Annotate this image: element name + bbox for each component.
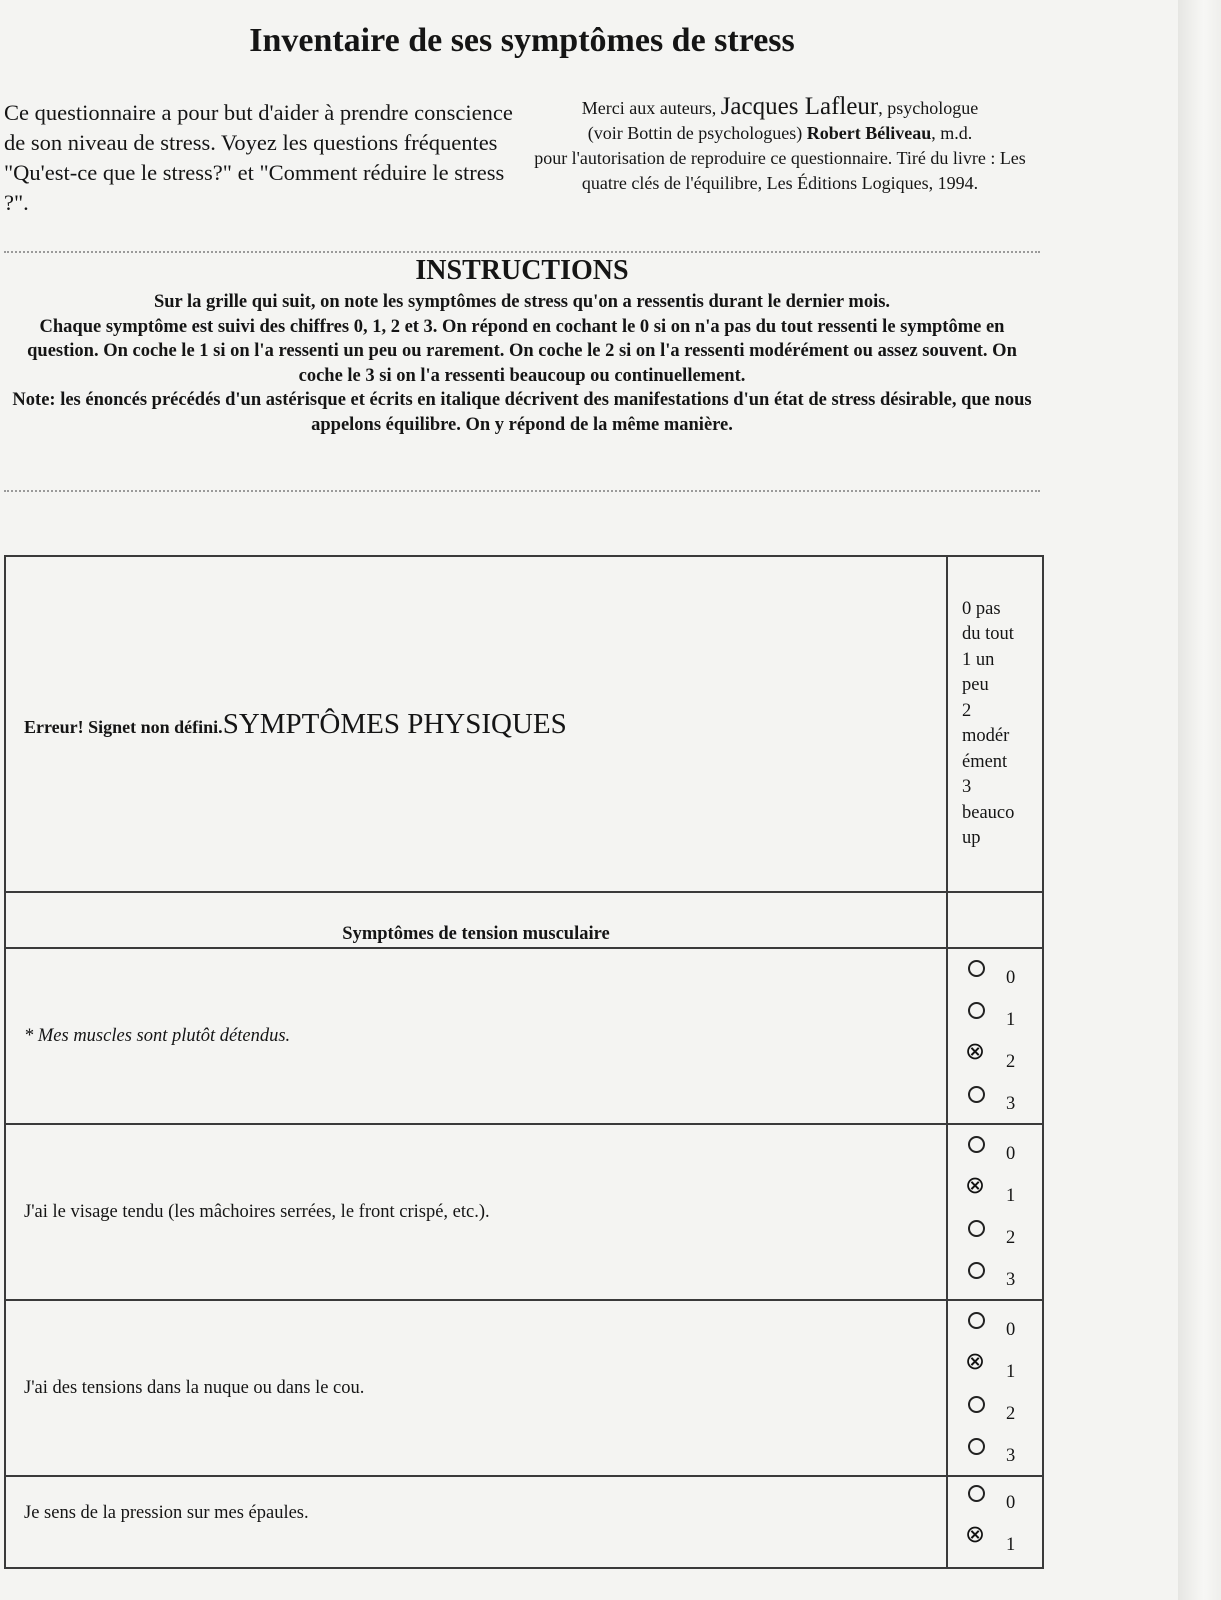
subsection-row [5, 892, 1043, 948]
checked-circle-icon[interactable]: ⊗ [965, 1037, 986, 1065]
option-2[interactable] [954, 1388, 1042, 1430]
section-title: SYMPTÔMES PHYSIQUES [222, 707, 567, 740]
option-label: 3 [1006, 1446, 1016, 1466]
checked-circle-icon[interactable]: ⊗ [965, 1171, 986, 1199]
credit-prefix: Merci aux auteurs, [581, 98, 721, 118]
instruction-line: Note: les énoncés précédés d'un astérisque et écrits en italique décrivent des manifestations d'un état de stress désirable, que nous appelons équilibre. On y répond de la même manière. [12, 390, 1032, 435]
empty-circle-icon[interactable] [968, 960, 985, 977]
empty-circle-icon[interactable] [968, 1312, 985, 1329]
empty-circle-icon[interactable] [968, 1002, 985, 1019]
option-1[interactable] [954, 1519, 1042, 1561]
subsection-title: Symptômes de tension musculaire [5, 892, 947, 948]
table-row [5, 1476, 1043, 1568]
intro-text: Ce questionnaire a pour but d'aider à prendre conscience de son niveau de stress. Voyez les questions fréquentes "Qu'est-ce que le stress?" et "Comment réduire le stress ?". [4, 100, 513, 215]
symptom-grid [4, 555, 1044, 1569]
item-text: * Mes muscles sont plutôt détendus. [24, 1025, 291, 1046]
option-0[interactable] [954, 952, 1042, 994]
credit-suffix: pour l'autorisation de reproduire ce questionnaire. Tiré du livre : Les quatre clés de l'équilibre, Les Éditions Logiques, 1994. [534, 148, 1026, 193]
option-0[interactable] [954, 1128, 1042, 1170]
error-label: Erreur! Signet non défini. [24, 716, 223, 737]
option-label: 0 [1006, 1320, 1016, 1340]
empty-cell [947, 892, 1043, 948]
options-cell [947, 1476, 1043, 1568]
legend-line: 2 [962, 700, 972, 721]
options-group [954, 1477, 1042, 1561]
author1-role: , psychologue [878, 98, 979, 118]
table-row [5, 948, 1043, 1124]
page-title: Inventaire de ses symptômes de stress [249, 22, 795, 59]
legend-line: up [962, 828, 981, 848]
options-group [954, 952, 1042, 1120]
scale-legend [962, 597, 1032, 852]
options-cell [947, 1300, 1043, 1476]
legend-line: 3 [962, 777, 972, 797]
symptom-text [5, 1300, 947, 1476]
option-3[interactable] [954, 1430, 1042, 1472]
checked-circle-icon[interactable]: ⊗ [965, 1347, 986, 1375]
option-label: 0 [1006, 1493, 1016, 1513]
option-label: 0 [1006, 968, 1016, 988]
option-label: 1 [1006, 1186, 1016, 1206]
table-row [5, 1300, 1043, 1476]
instruction-line: Sur la grille qui suit, on note les symptômes de stress qu'on a ressentis durant le dernier mois. [153, 292, 891, 312]
grid-header-row [5, 556, 1043, 892]
option-label: 2 [1006, 1052, 1016, 1072]
options-cell [947, 948, 1043, 1124]
legend-line: ément [962, 751, 1008, 772]
credit-middle: (voir Bottin de psychologues) [587, 123, 807, 143]
option-0[interactable] [954, 1477, 1042, 1519]
page-edge [1178, 0, 1221, 1600]
instructions-text [4, 290, 1040, 437]
item-text: J'ai des tensions dans la nuque ou dans le cou. [24, 1377, 365, 1398]
item-text: J'ai le visage tendu (les mâchoires serrées, le front crispé, etc.). [24, 1201, 490, 1222]
options-cell [947, 1124, 1043, 1300]
legend-line: beauco [962, 802, 1015, 823]
item-text: Je sens de la pression sur mes épaules. [24, 1503, 309, 1523]
empty-circle-icon[interactable] [968, 1485, 985, 1502]
option-label: 2 [1006, 1404, 1016, 1424]
symptom-text [5, 948, 947, 1124]
empty-circle-icon[interactable] [968, 1220, 985, 1237]
credits [516, 94, 1044, 196]
table-row [5, 1124, 1043, 1300]
legend-line: 1 un [962, 649, 995, 670]
option-label: 1 [1006, 1535, 1016, 1555]
option-label: 3 [1006, 1094, 1016, 1114]
option-3[interactable] [954, 1078, 1042, 1120]
author-beliveau: Robert Béliveau [806, 123, 932, 143]
divider [4, 490, 1040, 492]
header-cell [5, 556, 947, 892]
options-group [954, 1128, 1042, 1296]
option-2[interactable] [954, 1212, 1042, 1254]
option-label: 1 [1006, 1362, 1016, 1382]
legend-line: modér [962, 726, 1010, 746]
options-group [954, 1304, 1042, 1472]
empty-circle-icon[interactable] [968, 1262, 985, 1279]
symptom-text [5, 1476, 947, 1568]
option-1[interactable] [954, 1170, 1042, 1212]
empty-circle-icon[interactable] [968, 1086, 985, 1103]
option-0[interactable] [954, 1304, 1042, 1346]
author2-role: , m.d. [931, 123, 973, 143]
legend-cell [947, 556, 1043, 892]
empty-circle-icon[interactable] [968, 1396, 985, 1413]
option-1[interactable] [954, 994, 1042, 1036]
legend-line: du tout [962, 624, 1014, 644]
instructions-title: INSTRUCTIONS [415, 255, 629, 286]
legend-line: peu [962, 675, 989, 695]
option-label: 1 [1006, 1010, 1016, 1030]
empty-circle-icon[interactable] [968, 1438, 985, 1455]
option-2[interactable] [954, 1036, 1042, 1078]
legend-line: 0 pas [962, 598, 1001, 619]
option-1[interactable] [954, 1346, 1042, 1388]
option-label: 2 [1006, 1228, 1016, 1248]
symptom-text [5, 1124, 947, 1300]
option-label: 0 [1006, 1144, 1016, 1164]
empty-circle-icon[interactable] [968, 1136, 985, 1153]
option-3[interactable] [954, 1254, 1042, 1296]
divider [4, 251, 1040, 253]
option-label: 3 [1006, 1270, 1016, 1290]
checked-circle-icon[interactable]: ⊗ [965, 1520, 986, 1548]
instruction-line: Chaque symptôme est suivi des chiffres 0, 1, 2 et 3. On répond en cochant le 0 si on n'a pas du tout ressenti le symptôme en question. On coche le 1 si on l'a ressenti un peu ou rarement. On coche le 2 si on l'a ressenti modérément ou assez souvent. On coche le 3 si on l'a ressenti beaucoup ou continuellement. [27, 316, 1017, 386]
author-lafleur: Jacques Lafleur [720, 93, 879, 120]
